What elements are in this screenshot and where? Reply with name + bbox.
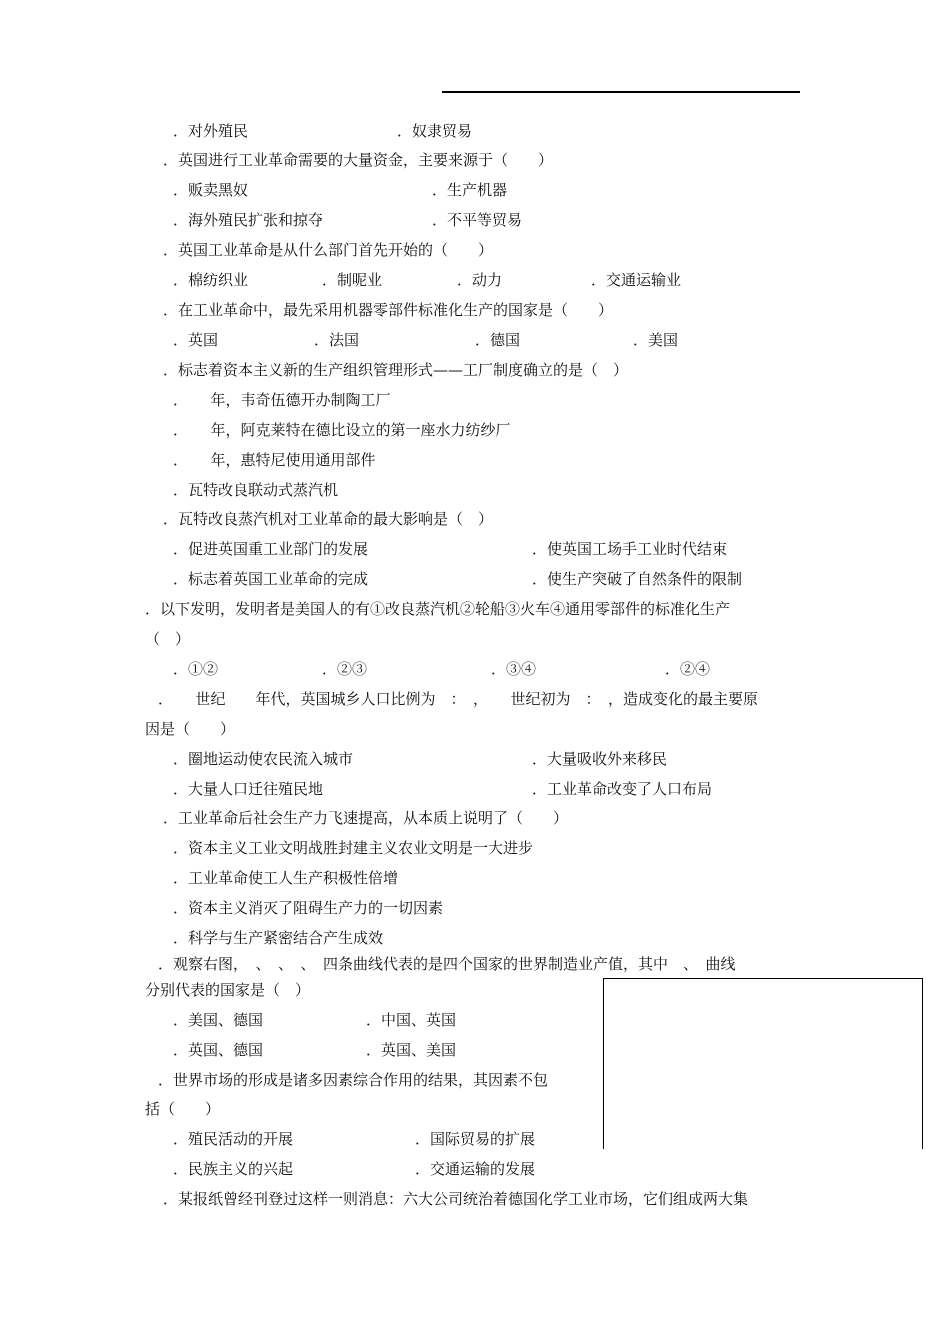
option-b: ．法国 [314,331,360,349]
option-b: ．奴隶贸易 [397,122,473,140]
question-stem-continued: 因是（ ） [145,720,236,738]
question-stem: ．瓦特改良蒸汽机对工业革命的最大影响是（ ） [163,510,494,528]
option-c: ．大量人口迁往殖民地 [173,780,324,798]
question-stem: ．某报纸曾经刊登过这样一则消息：六大公司统治着德国化学工业市场，它们组成两大集 [163,1190,749,1208]
option-b: ． 年，阿克莱特在德比设立的第一座水力纺纱厂 [173,421,511,439]
option-a: ． 年，韦奇伍德开办制陶工厂 [173,391,391,409]
question-stem: ． 世纪 年代，英国城乡人口比例为 ： ， 世纪初为 ： ，造成变化的最主要原 [158,690,759,708]
option-c: ． 年，惠特尼使用通用部件 [173,451,376,469]
option-c: ．③④ [491,660,537,678]
option-a: ．英国 [173,331,219,349]
option-b: ．制呢业 [322,271,383,289]
question-stem: ．英国进行工业革命需要的大量资金，主要来源于（ ） [163,151,554,169]
option-c: ．动力 [457,271,503,289]
header-rule [442,91,800,93]
figure-placeholder [603,978,923,1149]
option-a: ．圈地运动使农民流入城市 [173,750,354,768]
question-stem: ．以下发明，发明者是美国人的有①改良蒸汽机②轮船③火车④通用零部件的标准化生产 [145,600,731,618]
option-c: ．标志着英国工业革命的完成 [173,570,369,588]
option-b: ．国际贸易的扩展 [415,1130,536,1148]
option-b: ．②③ [322,660,368,678]
question-stem: ．英国工业革命是从什么部门首先开始的（ ） [163,241,494,259]
option-d: ．交通运输的发展 [415,1160,536,1178]
option-b: ．生产机器 [432,181,508,199]
option-b: ．工业革命使工人生产积极性倍增 [173,869,399,887]
option-b: ．大量吸收外来移民 [532,750,668,768]
option-a: ．资本主义工业文明战胜封建主义农业文明是一大进步 [173,839,534,857]
option-d: ．②④ [665,660,711,678]
option-a: ．棉纺织业 [173,271,249,289]
option-d: ．使生产突破了自然条件的限制 [532,570,743,588]
question-stem-continued: 分别代表的国家是（ ） [145,981,311,999]
question-stem: ．工业革命后社会生产力飞速提高，从本质上说明了（ ） [163,809,569,827]
option-c: ．民族主义的兴起 [173,1160,294,1178]
option-d: ．不平等贸易 [432,211,523,229]
question-stem: ．世界市场的形成是诸多因素综合作用的结果，其因素不包 [158,1071,549,1089]
option-d: ．英国、美国 [366,1041,457,1059]
option-a: ．对外殖民 [173,122,249,140]
option-a: ．美国、德国 [173,1011,264,1029]
question-stem: ．标志着资本主义新的生产组织管理形式——工厂制度确立的是（ ） [163,361,629,379]
option-b: ．使英国工场手工业时代结束 [532,540,728,558]
option-a: ．殖民活动的开展 [173,1130,294,1148]
question-stem-continued: 括（ ） [145,1100,221,1118]
option-c: ．海外殖民扩张和掠夺 [173,211,324,229]
option-d: ．瓦特改良联动式蒸汽机 [173,481,339,499]
question-stem: ．在工业革命中，最先采用机器零部件标准化生产的国家是（ ） [163,301,614,319]
option-b: ．中国、英国 [366,1011,457,1029]
option-c: ．资本主义消灭了阻碍生产力的一切因素 [173,899,444,917]
option-d: ．交通运输业 [591,271,682,289]
question-stem-continued: （ ） [145,630,191,648]
option-c: ．英国、德国 [173,1041,264,1059]
option-d: ．美国 [633,331,679,349]
question-stem: ．观察右图， 、 、 、 四条曲线代表的是四个国家的世界制造业产值，其中 、 曲线 [158,955,736,973]
option-d: ．工业革命改变了人口布局 [532,780,713,798]
option-c: ．德国 [475,331,521,349]
option-a: ．贩卖黑奴 [173,181,249,199]
option-a: ．①② [173,660,219,678]
option-d: ．科学与生产紧密结合产生成效 [173,929,384,947]
option-a: ．促进英国重工业部门的发展 [173,540,369,558]
